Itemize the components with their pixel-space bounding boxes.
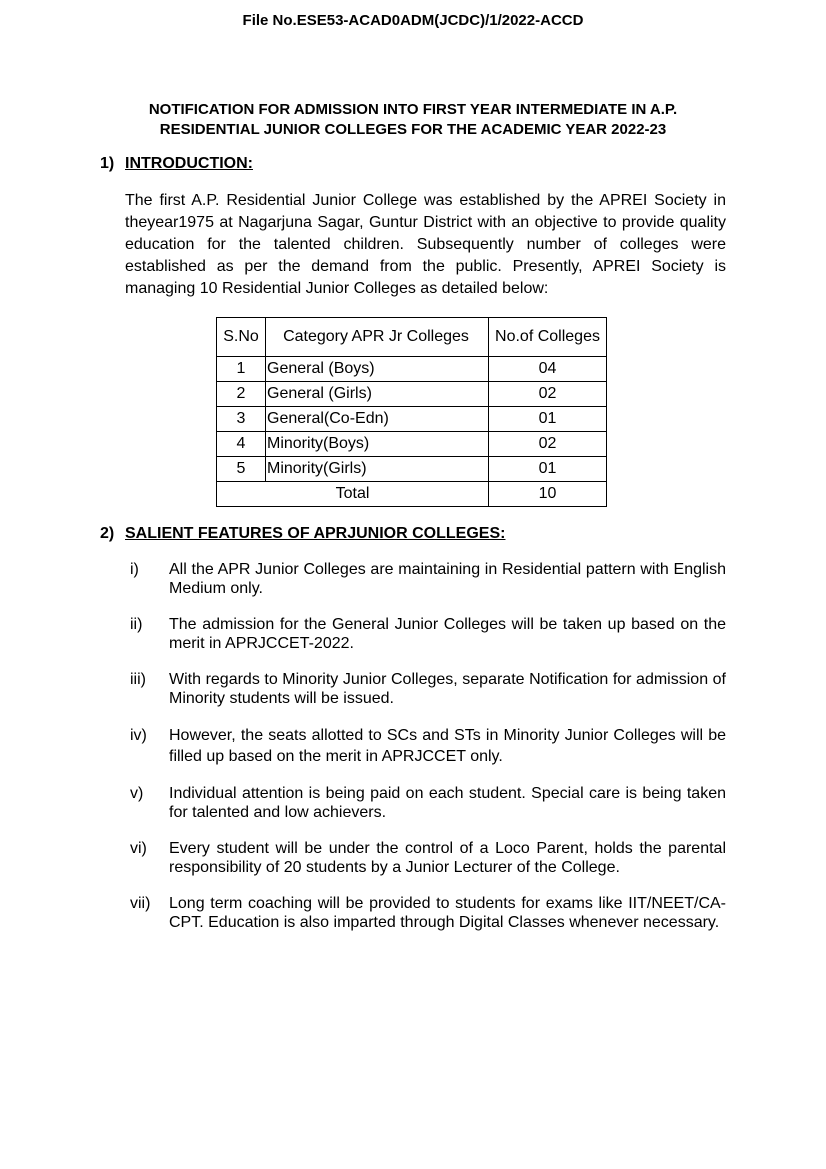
table-header-row bbox=[217, 318, 607, 357]
header-sno: S.No bbox=[217, 318, 266, 357]
cell-category: General (Boys) bbox=[266, 357, 489, 382]
list-item bbox=[130, 784, 726, 822]
cell-sno: 4 bbox=[217, 432, 266, 457]
list-item bbox=[130, 560, 726, 598]
cell-category: Minority(Girls) bbox=[266, 457, 489, 482]
section-2-heading bbox=[100, 525, 505, 543]
header-category: Category APR Jr Colleges bbox=[266, 318, 489, 357]
table-row bbox=[217, 382, 607, 407]
item-text: However, the seats allotted to SCs and STs in Minority Junior Colleges will be filled up based on the merit in APRJCCET only. bbox=[169, 727, 726, 765]
cell-sno: 2 bbox=[217, 382, 266, 407]
item-numeral: i) bbox=[130, 561, 139, 578]
title-line-2: RESIDENTIAL JUNIOR COLLEGES FOR THE ACADEMIC YEAR 2022-23 bbox=[159, 121, 667, 138]
cell-sno: 5 bbox=[217, 457, 266, 482]
table-row bbox=[217, 457, 607, 482]
list-item bbox=[130, 725, 726, 767]
cell-count: 02 bbox=[489, 382, 607, 407]
cell-sno: 1 bbox=[217, 357, 266, 382]
table-row bbox=[217, 432, 607, 457]
notification-title bbox=[100, 100, 726, 140]
item-numeral: vi) bbox=[130, 840, 147, 857]
section-1-heading bbox=[100, 155, 253, 173]
item-text: Long term coaching will be provided to students for exams like IIT/NEET/CA-CPT. Education is also imparted through Digital Classes whenever necessary. bbox=[169, 895, 726, 931]
list-item bbox=[130, 615, 726, 653]
item-numeral: vii) bbox=[130, 895, 151, 912]
item-text: Every student will be under the control of a Loco Parent, holds the parental responsibility of 20 students by a Junior Lecturer of the College. bbox=[169, 840, 726, 876]
table-row bbox=[217, 357, 607, 382]
item-numeral: v) bbox=[130, 785, 144, 802]
list-item bbox=[130, 670, 726, 708]
cell-category: General(Co-Edn) bbox=[266, 407, 489, 432]
table-row bbox=[217, 407, 607, 432]
section-2-title: SALIENT FEATURES OF APRJUNIOR COLLEGES: bbox=[125, 525, 506, 542]
section-1-title: INTRODUCTION: bbox=[125, 155, 253, 172]
title-line-1: NOTIFICATION FOR ADMISSION INTO FIRST YEAR INTERMEDIATE IN A.P. bbox=[148, 101, 678, 118]
section-1-number: 1) bbox=[100, 155, 115, 172]
table-total-row bbox=[217, 482, 607, 507]
file-number: File No.ESE53-ACAD0ADM(JCDC)/1/2022-ACCD bbox=[242, 12, 584, 29]
cell-category: General (Girls) bbox=[266, 382, 489, 407]
list-item bbox=[130, 894, 726, 932]
cell-count: 02 bbox=[489, 432, 607, 457]
item-text: All the APR Junior Colleges are maintaining in Residential pattern with English Medium only. bbox=[169, 561, 726, 597]
introduction-paragraph: The first A.P. Residential Junior College was established by the APREI Society in theyear1975 at Nagarjuna Sagar, Guntur District with an objective to provide quality education for the talented children. Subsequently number of colleges were established as per the demand from the public. Presently, APREI Society is managing 10 Residential Junior Colleges as detailed below: bbox=[125, 192, 726, 297]
header-count: No.of Colleges bbox=[489, 318, 607, 357]
features-list bbox=[130, 560, 726, 949]
colleges-table bbox=[216, 317, 607, 507]
total-value: 10 bbox=[489, 482, 607, 507]
cell-count: 01 bbox=[489, 457, 607, 482]
list-item bbox=[130, 839, 726, 877]
cell-category: Minority(Boys) bbox=[266, 432, 489, 457]
item-text: Individual attention is being paid on each student. Special care is being taken for talented and low achievers. bbox=[169, 785, 726, 821]
item-numeral: ii) bbox=[130, 616, 143, 633]
item-text: The admission for the General Junior Colleges will be taken up based on the merit in APRJCCET-2022. bbox=[169, 616, 726, 652]
item-text: With regards to Minority Junior Colleges, separate Notification for admission of Minority students will be issued. bbox=[169, 671, 726, 707]
cell-sno: 3 bbox=[217, 407, 266, 432]
section-2-number: 2) bbox=[100, 525, 115, 542]
total-label: Total bbox=[217, 482, 489, 507]
item-numeral: iv) bbox=[130, 727, 147, 744]
cell-count: 04 bbox=[489, 357, 607, 382]
item-numeral: iii) bbox=[130, 671, 146, 688]
cell-count: 01 bbox=[489, 407, 607, 432]
